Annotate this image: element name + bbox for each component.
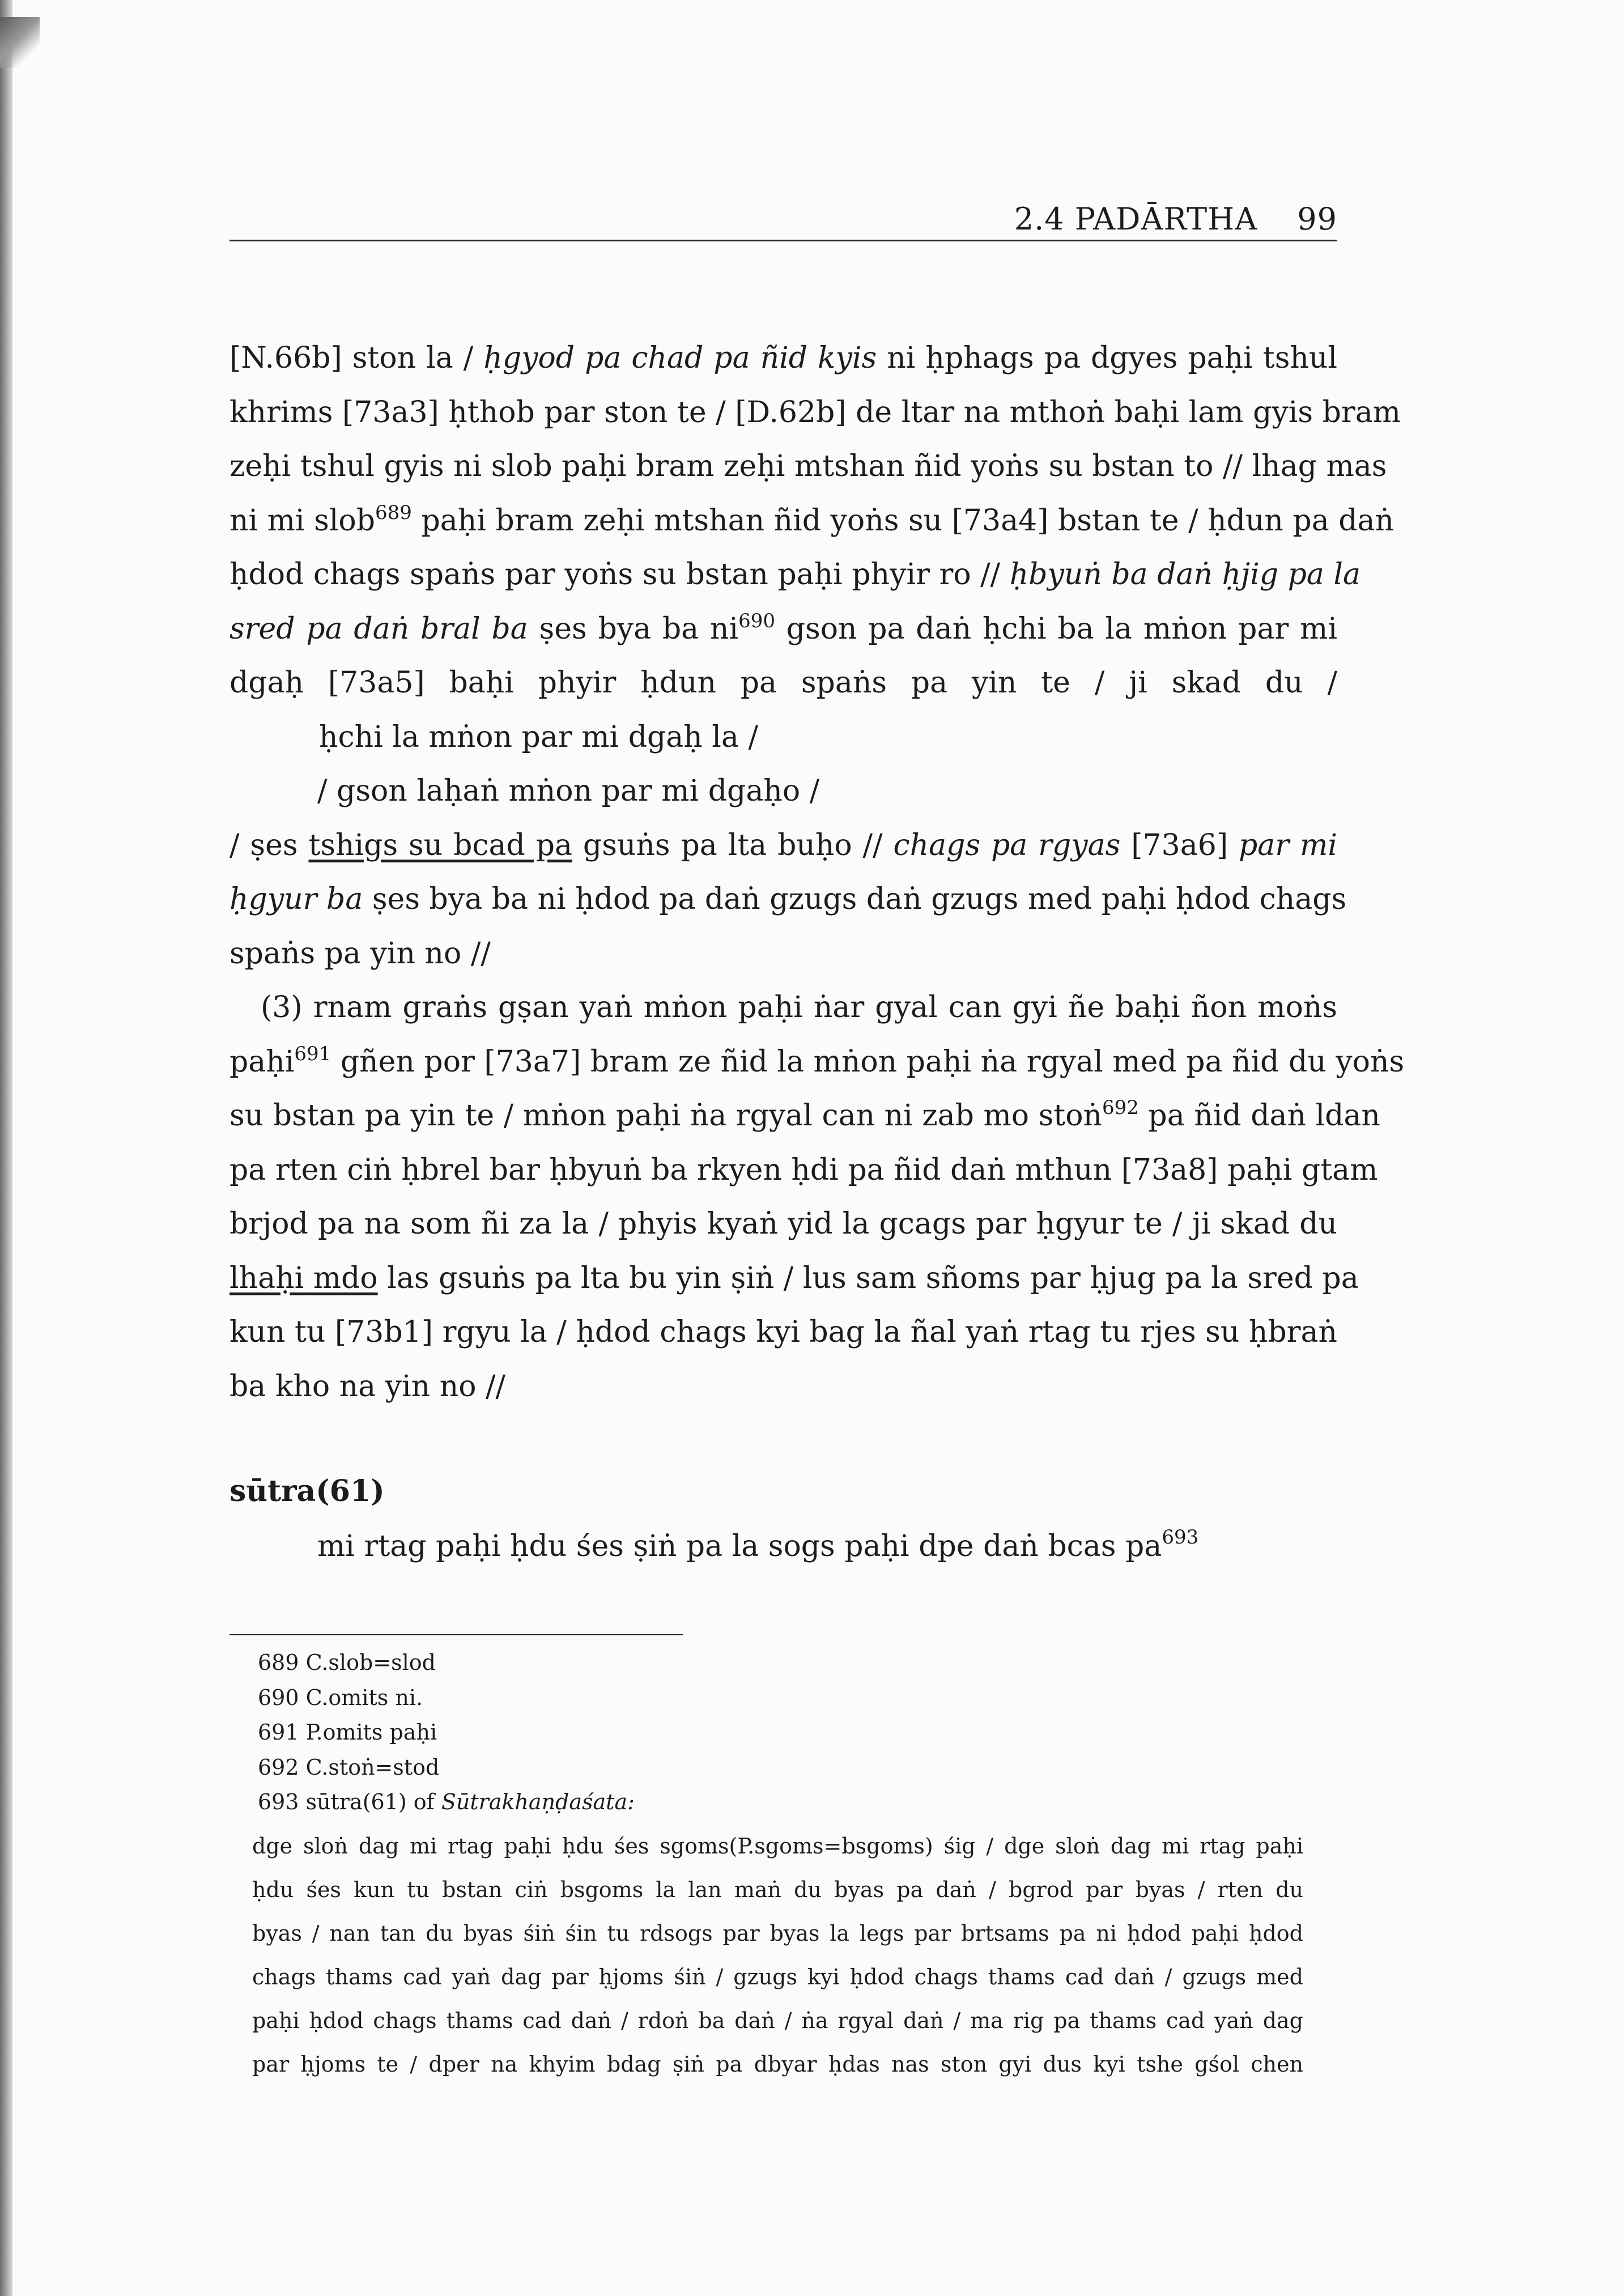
text-run: ṣes bya ba ni ḥdod pa daṅ gzugs daṅ gzugs med paḥi ḥdod chags: [363, 882, 1347, 916]
footnote-ref: 692: [1102, 1096, 1139, 1119]
main-text: [229, 331, 1405, 1414]
text-line: [229, 981, 1337, 1035]
text-line: [229, 548, 1361, 602]
text-line: [229, 331, 1337, 386]
text-run: ni mi slob: [229, 503, 376, 538]
sutra-text-line: [317, 1527, 1198, 1566]
text-run: spaṅs pa yin no //: [229, 936, 491, 971]
footnote-number: 693: [258, 1789, 299, 1814]
footnote-body-line: ḥdu śes kun tu bstan ciṅ bsgoms la lan maṅ du byas pa daṅ / bgrod par byas / rten du: [252, 1877, 1303, 1902]
text-run: [N.66b] ston la /: [229, 341, 484, 375]
text-line: [229, 386, 1401, 440]
text-line: [229, 1306, 1337, 1360]
footnote-body-line: par ḥjoms te / dper na khyim bdag ṣiṅ pa dbyar ḥdas nas ston gyi dus kyi tshe gśol chen: [252, 2052, 1303, 2077]
text-run: ni ḥphags pa dgyes paḥi tshul: [877, 341, 1337, 375]
footnote: [258, 1715, 1334, 1750]
italic-term: ḥbyuṅ ba daṅ ḥjig pa la: [1009, 558, 1361, 592]
footnote-number: 689: [258, 1650, 299, 1675]
book-binding-edge: [0, 0, 12, 2296]
footnote-text: P.omits paḥi: [305, 1720, 437, 1745]
footnote-number: 690: [258, 1685, 299, 1710]
text-line: [229, 927, 1337, 981]
text-run: / gson laḥaṅ mṅon par mi dgaḥo /: [317, 774, 820, 808]
footnote-ref: 690: [738, 609, 775, 632]
text-line: [229, 1035, 1405, 1090]
text-line: [229, 764, 1337, 819]
text-line: [229, 656, 1337, 711]
italic-term: par mi: [1239, 828, 1337, 862]
text-line: [229, 1089, 1380, 1143]
footnote-body-line: dge sloṅ dag mi rtag paḥi ḥdu śes sgoms(P.sgoms=bsgoms) śig / dge sloṅ dag mi rtag paḥi: [252, 1834, 1303, 1859]
text-run: ṣes bya ba ni: [528, 611, 739, 646]
text-run: zeḥi tshul gyis ni slob paḥi bram zeḥi mtshan ñid yoṅs su bstan to // lhag mas: [229, 449, 1387, 483]
text-line: [229, 1143, 1378, 1198]
footnote-separator: [229, 1634, 683, 1635]
footnote-text: sūtra(61) of: [305, 1789, 435, 1814]
text-run: gson pa daṅ ḥchi ba la mṅon par mi: [775, 611, 1337, 646]
footnote-ref: 693: [1162, 1526, 1199, 1549]
footnote-ref: 689: [375, 501, 412, 524]
text-run: kun tu [73b1] rgyu la / ḥdod chags kyi bag la ñal yaṅ rtag tu rjes su ḥbraṅ: [229, 1315, 1338, 1349]
text-line: [229, 873, 1347, 927]
text-line: [229, 1360, 1337, 1414]
text-line: [229, 602, 1337, 657]
italic-term: ḥgyod pa chad pa ñid kyis: [483, 341, 877, 375]
running-head-section: 2.4 PADĀRTHA: [1014, 201, 1258, 237]
italic-term: chags pa rgyas: [893, 828, 1121, 862]
footnote-text: C.omits ni.: [305, 1685, 423, 1710]
footnote: [258, 1681, 1334, 1716]
footnotes: [258, 1646, 1334, 1820]
text-run: gñen por [73a7] bram ze ñid la mṅon paḥi ṅa rgyal med pa ñid du yoṅs: [331, 1044, 1405, 1079]
text-run: ba kho na yin no //: [229, 1369, 506, 1404]
footnote-number: 692: [258, 1754, 299, 1780]
text-run: paḥi: [229, 1044, 295, 1079]
page-corner-shadow: [0, 17, 40, 68]
footnote-body-line: byas / nan tan du byas śiṅ śin tu rdsogs par byas la legs par brtsams pa ni ḥdod paḥi ḥdod: [252, 1921, 1303, 1946]
sutra-text: mi rtag paḥi ḥdu śes ṣiṅ pa la sogs paḥi dpe daṅ bcas pa: [317, 1529, 1162, 1563]
running-head: [229, 201, 1337, 241]
text-run: paḥi bram zeḥi mtshan ñid yoṅs su [73a4] bstan te / ḥdun pa daṅ: [411, 503, 1395, 538]
footnote-body-line: chags thams cad yaṅ dag par ḥjoms śiṅ / gzugs kyi ḥdod chags thams cad daṅ / gzugs med: [252, 1965, 1303, 1989]
text-run: ḥdod chags spaṅs par yoṅs su bstan paḥi phyir ro //: [229, 558, 1010, 592]
text-run: ḥchi la mṅon par mi dgaḥ la /: [319, 720, 758, 754]
text-line: [229, 711, 1337, 765]
underlined-title: tshigs su bcad pa: [308, 828, 573, 862]
italic-term: ḥgyur ba: [229, 882, 363, 916]
footnote: [258, 1785, 1334, 1820]
footnote-text: C.stoṅ=stod: [305, 1754, 440, 1780]
footnote: [258, 1750, 1334, 1785]
text-run: khrims [73a3] ḥthob par ston te / [D.62b] de ltar na mthoṅ baḥi lam gyis bram: [229, 395, 1401, 430]
page-number: 99: [1297, 201, 1337, 237]
text-run: brjod pa na som ñi za la / phyis kyaṅ yid la gcags par ḥgyur te / ji skad du: [229, 1207, 1337, 1241]
footnote-title: Sūtrakhaṇḍaśata:: [441, 1789, 635, 1814]
text-run: [73a6]: [1120, 828, 1239, 862]
text-line: [229, 440, 1387, 494]
text-run: gsuṅs pa lta buḥo //: [572, 828, 894, 862]
text-line: [229, 494, 1395, 549]
footnote-693-body: [252, 1825, 1303, 2086]
footnote-body-line: paḥi ḥdod chags thams cad daṅ / rdoṅ ba daṅ / ṅa rgyal daṅ / ma rig pa thams cad yaṅ dag: [252, 2008, 1303, 2033]
text-run: dgaḥ [73a5] baḥi phyir ḥdun pa spaṅs pa yin te / ji skad du /: [229, 666, 1337, 700]
text-line: [229, 1252, 1359, 1306]
footnote: [258, 1646, 1334, 1681]
footnote-number: 691: [258, 1720, 299, 1745]
text-run: (3) rnam graṅs gṣan yaṅ mṅon paḥi ṅar gyal can gyi ñe baḥi ñon moṅs: [261, 990, 1337, 1024]
text-run: su bstan pa yin te / mṅon paḥi ṅa rgyal can ni zab mo stoṅ: [229, 1099, 1102, 1133]
sutra-heading: sūtra(61): [229, 1474, 385, 1508]
text-line: [229, 1197, 1337, 1252]
text-line: [229, 819, 1337, 873]
footnote-text: C.slob=slod: [305, 1650, 436, 1675]
underlined-title: lhaḥi mdo: [229, 1261, 378, 1295]
text-run: pa rten ciṅ ḥbrel bar ḥbyuṅ ba rkyen ḥdi pa ñid daṅ mthun [73a8] paḥi gtam: [229, 1153, 1378, 1187]
text-run: / ṣes: [229, 828, 309, 862]
italic-term: sred pa daṅ bral ba: [229, 611, 528, 646]
text-run: las gsuṅs pa lta bu yin ṣiṅ / lus sam sñoms par ḥjug pa la sred pa: [377, 1261, 1359, 1295]
footnote-ref: 691: [294, 1042, 331, 1065]
text-run: pa ñid daṅ ldan: [1138, 1099, 1380, 1133]
